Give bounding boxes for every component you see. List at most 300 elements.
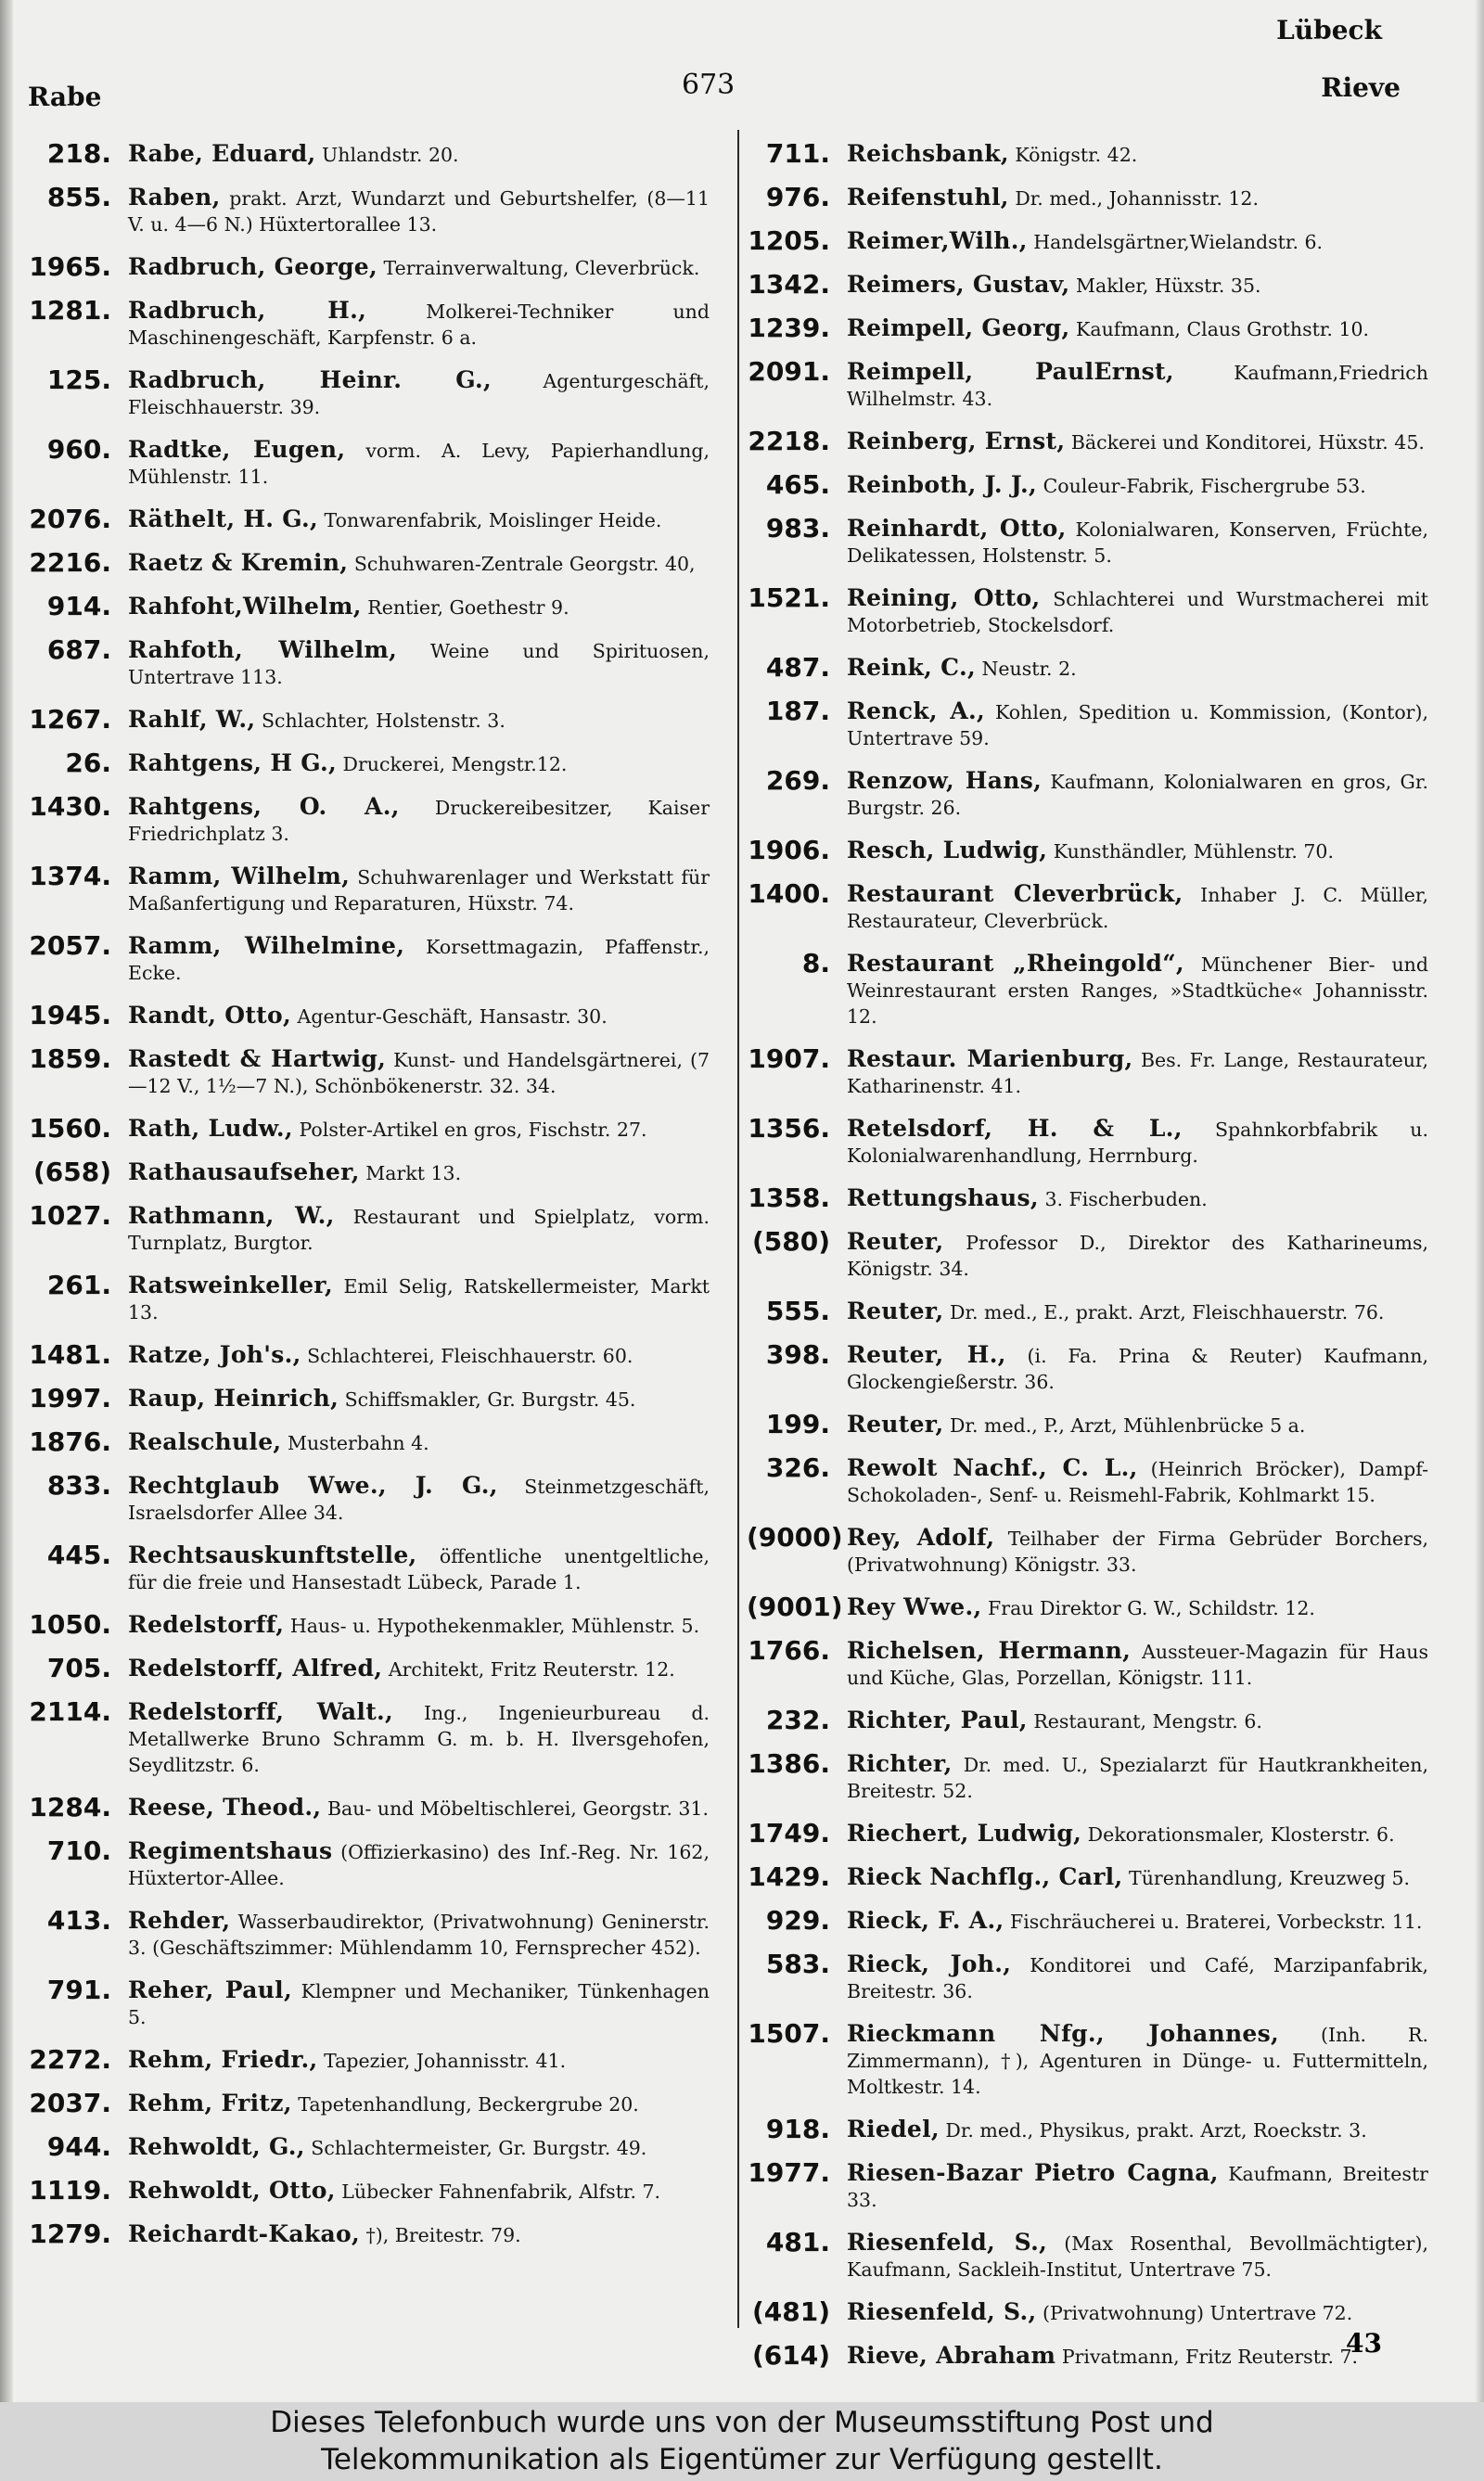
entry-name: Rieck, Joh., [847, 1950, 1012, 1977]
entry-name: Reinboth, J. J., [847, 471, 1038, 498]
entry-detail: Königstr. 42. [1008, 144, 1138, 166]
phone-number: 711. [765, 138, 830, 169]
entry-name: Ratsweinkeller, [128, 1272, 333, 1298]
phone-number: 487. [765, 652, 830, 683]
entry-detail: Dr. med., Physikus, prakt. Arzt, Roeckstr. 3. [939, 2119, 1367, 2142]
entry-text [128, 1972, 710, 2030]
phone-number: 232. [765, 1705, 830, 1735]
entry-detail: Steinmetzgeschäft, Israelsdorfer Allee 34. [128, 1476, 710, 1524]
header-city: Lübeck [1276, 15, 1382, 45]
entry-name: Rahlf, W., [128, 706, 256, 733]
entry-name: Rehder, [128, 1907, 231, 1934]
directory-entry [747, 135, 1428, 168]
entry-name: Rathausaufseher, [128, 1158, 360, 1185]
phone-number: 1481. [29, 1339, 111, 1370]
entry-text [128, 858, 710, 916]
directory-entry [747, 223, 1428, 255]
entry-text [128, 2172, 710, 2205]
entry-name: Reinberg, Ernst, [847, 428, 1066, 454]
phone-number: 1977. [748, 2157, 830, 2188]
entry-detail: Rentier, Goethestr 9. [361, 596, 569, 619]
entry-text [128, 2085, 710, 2117]
directory-entry [747, 2015, 1428, 2100]
entry-text [847, 1293, 1428, 1325]
entry-name: Rahtgens, O. A., [128, 793, 400, 820]
entry-text [847, 1180, 1428, 1212]
entry-text [128, 1267, 710, 1325]
entry-text [128, 927, 710, 986]
directory-entry [747, 1041, 1428, 1099]
phone-number: 2216. [29, 547, 111, 578]
phone-number: 2091. [748, 356, 830, 387]
entry-detail: Schlachterei, Fleischhauerstr. 60. [301, 1345, 633, 1367]
phone-number: 918. [765, 2114, 830, 2144]
entry-detail: Kunsthändler, Mühlenstr. 70. [1047, 840, 1334, 863]
entry-name: Rehwoldt, Otto, [128, 2177, 336, 2204]
directory-entry [747, 1589, 1428, 1621]
directory-entry [747, 2224, 1428, 2283]
entry-text [847, 135, 1428, 168]
phone-number: 1400. [748, 878, 830, 909]
directory-entry [747, 1746, 1428, 1804]
phone-number: (658) [32, 1157, 111, 1187]
entry-detail: Druckerei, Mengstr.12. [337, 753, 568, 775]
phone-number: 1358. [748, 1183, 830, 1213]
entry-name: Restaurant „Rheingold“, [847, 950, 1184, 977]
entry-name: Richter, Paul, [847, 1707, 1028, 1733]
phone-number: 1119. [29, 2175, 111, 2206]
directory-entry [28, 1606, 710, 1639]
directory-entry [747, 1180, 1428, 1212]
footer-line-1: Dieses Telefonbuch wurde uns von der Museumsstiftung Post und [270, 2406, 1214, 2439]
entry-detail: Spahnkorbfabrik u. Kolonialwarenhandlung, Herrnburg. [847, 1119, 1428, 1167]
entry-detail: Kolonialwaren, Konserven, Früchte, Delikatessen, Holstenstr. 5. [847, 518, 1428, 567]
phone-number: 960. [46, 434, 111, 465]
entry-text [128, 632, 710, 690]
entry-text [847, 832, 1428, 864]
directory-entry [28, 2041, 710, 2074]
phone-number: 687. [46, 634, 111, 665]
entry-name: Rathmann, W., [128, 1202, 335, 1229]
entry-text [847, 1946, 1428, 2004]
entry-name: Restaur. Marienburg, [847, 1045, 1133, 1072]
header-page-number: 673 [682, 69, 736, 101]
phone-number: 26. [65, 748, 111, 778]
directory-entry [28, 2216, 710, 2248]
phone-number: 2114. [29, 1696, 111, 1727]
directory-entry [28, 501, 710, 533]
directory-entry [28, 1467, 710, 1526]
directory-entry [28, 431, 710, 490]
entry-text [128, 292, 710, 351]
entry-text [847, 1746, 1428, 1804]
entry-name: Realschule, [128, 1428, 282, 1455]
entry-detail: Architekt, Fritz Reuterstr. 12. [382, 1658, 675, 1681]
phone-number: (9000) [747, 1522, 843, 1553]
phone-number: (580) [751, 1226, 830, 1257]
directory-entry [747, 1450, 1428, 1508]
entry-detail: Schlachter, Holstenstr. 3. [255, 710, 505, 732]
directory-entry [28, 2085, 710, 2117]
phone-number: 1281. [29, 295, 111, 326]
entry-text [847, 1702, 1428, 1734]
phone-number: 187. [765, 696, 830, 726]
phone-number: 1267. [29, 704, 111, 735]
entry-text [128, 2041, 710, 2074]
entry-name: Rey Wwe., [847, 1593, 982, 1620]
entry-name: Reuter, H., [847, 1341, 1006, 1368]
entry-detail: öffentliche unentgeltliche, für die freie und Hansestadt Lübeck, Parade 1. [128, 1545, 710, 1593]
entry-name: Rieve, Abraham [847, 2342, 1056, 2369]
entry-text [128, 788, 710, 847]
directory-entry [747, 649, 1428, 682]
entry-text [128, 745, 710, 777]
entry-detail: Lübecker Fahnenfabrik, Alfstr. 7. [335, 2180, 661, 2203]
entry-name: Rehm, Friedr., [128, 2046, 318, 2073]
entry-detail: Dr. med. U., Spezialarzt für Hautkrankheiten, Breitestr. 52. [847, 1754, 1428, 1802]
phone-number: 1356. [748, 1113, 830, 1144]
entry-text [847, 223, 1428, 255]
entry-text [847, 1632, 1428, 1691]
phone-number: 1279. [29, 2219, 111, 2249]
phone-number: 269. [765, 765, 830, 796]
phone-number: 710. [46, 1835, 111, 1866]
entry-text [847, 1519, 1428, 1578]
entry-text [128, 1650, 710, 1682]
entry-detail: †), Breitestr. 79. [359, 2224, 521, 2246]
directory-entry [747, 1110, 1428, 1169]
directory-entry [747, 310, 1428, 342]
directory-entry [28, 997, 710, 1029]
entry-name: Riechert, Ludwig, [847, 1820, 1082, 1847]
entry-name: Rieckmann Nfg., Johannes, [847, 2020, 1280, 2047]
entry-detail: Kaufmann, Kolonialwaren en gros, Gr. Burgstr. 26. [847, 771, 1428, 819]
entry-detail: (Privatwohnung) Untertrave 72. [1036, 2302, 1353, 2324]
directory-entry [28, 179, 710, 237]
entry-detail: Bau- und Möbeltischlerei, Georgstr. 31. [321, 1797, 709, 1820]
phone-number: 1374. [29, 861, 111, 891]
directory-entry [28, 1789, 710, 1822]
directory-entry [747, 2155, 1428, 2213]
phone-number: 481. [765, 2227, 830, 2257]
entry-text [128, 2129, 710, 2161]
directory-entry [747, 423, 1428, 455]
entry-name: Reuter, [847, 1411, 944, 1438]
entry-name: Reimer,Wilh., [847, 227, 1028, 254]
entry-detail: Terrainverwaltung, Cleverbrück. [377, 257, 700, 279]
phone-number: 1239. [748, 313, 830, 343]
entry-text [847, 1450, 1428, 1508]
entry-text [128, 1694, 710, 1778]
directory-entry [28, 544, 710, 577]
directory-entry [747, 693, 1428, 751]
directory-entry [28, 1650, 710, 1682]
directory-entry [28, 858, 710, 916]
entry-detail: Kunst- und Handelsgärtnerei, (7—12 V., 1½—7 N.), Schönbökenerstr. 32. 34. [128, 1049, 710, 1097]
phone-number: 2037. [29, 2088, 111, 2118]
directory-entry [28, 632, 710, 690]
entry-text [847, 1902, 1428, 1935]
phone-number: 1386. [748, 1748, 830, 1779]
phone-number: 1284. [29, 1792, 111, 1822]
directory-entry [747, 2111, 1428, 2143]
footer-notice [0, 2402, 1484, 2481]
entry-detail: 3. Fischerbuden. [1038, 1188, 1208, 1210]
phone-number: 1430. [29, 791, 111, 822]
entry-text [847, 876, 1428, 934]
phone-number: 944. [46, 2131, 111, 2162]
entry-text [847, 580, 1428, 638]
directory-entry [747, 1902, 1428, 1935]
entry-text [128, 1424, 710, 1456]
entry-text [128, 1110, 710, 1143]
entry-detail: Korsettmagazin, Pfaffenstr., Ecke. [128, 936, 710, 984]
entry-name: Redelstorff, Alfred, [128, 1655, 383, 1682]
entry-name: Riedel, [847, 2116, 940, 2142]
entry-text [847, 1815, 1428, 1848]
entry-text [128, 1833, 710, 1891]
entry-detail: Agenturgeschäft, Fleischhauerstr. 39. [128, 370, 710, 418]
entry-detail: Privatmann, Fritz Reuterstr. 7. [1055, 2346, 1359, 2368]
phone-number: (614) [751, 2340, 830, 2371]
phone-number: 1859. [29, 1043, 111, 1074]
entry-name: Raben, [128, 184, 221, 211]
entry-text [847, 353, 1428, 412]
entry-detail: Dekorationsmaler, Klosterstr. 6. [1081, 1823, 1395, 1846]
phone-number: 218. [46, 138, 111, 169]
entry-detail: Bäckerei und Konditorei, Hüxstr. 45. [1065, 431, 1425, 454]
entry-name: Reichsbank, [847, 140, 1009, 167]
directory-entry [747, 1815, 1428, 1848]
directory-entry [747, 2337, 1428, 2370]
entry-detail: Agentur-Geschäft, Hansastr. 30. [291, 1005, 608, 1028]
entry-name: Reichardt-Kakao, [128, 2220, 360, 2247]
phone-number: 2272. [29, 2044, 111, 2075]
directory-entry [28, 701, 710, 734]
phone-number: 413. [46, 1905, 111, 1936]
entry-detail: Musterbahn 4. [281, 1432, 429, 1454]
entry-name: Rehwoldt, G., [128, 2133, 305, 2160]
entry-detail: Türenhandlung, Kreuzweg 5. [1122, 1867, 1411, 1889]
entry-detail: Ing., Ingenieurbureau d. Metallwerke Bruno Schramm G. m. b. H. Ilversgehofen, Seydlitzstr. 6. [128, 1702, 710, 1776]
directory-entry [747, 467, 1428, 499]
entry-text [128, 1537, 710, 1595]
entry-detail: Makler, Hüxstr. 35. [1069, 275, 1261, 297]
entry-detail: Couleur-Fabrik, Fischergrube 53. [1037, 475, 1366, 497]
directory-entry [747, 2294, 1428, 2326]
directory-entry [747, 510, 1428, 569]
entry-detail: Dr. med., P., Arzt, Mühlenbrücke 5 a. [943, 1414, 1306, 1437]
phone-number: 1997. [29, 1383, 111, 1413]
directory-entry [28, 1267, 710, 1325]
entry-name: Reher, Paul, [128, 1976, 292, 2003]
entry-text [128, 1789, 710, 1822]
right-column [747, 135, 1428, 2381]
phone-number: 2218. [748, 426, 830, 456]
directory-entry [747, 945, 1428, 1029]
entry-text [847, 310, 1428, 342]
entry-name: Rahtgens, H G., [128, 749, 338, 776]
phone-number: 199. [765, 1409, 830, 1439]
entry-detail: Schlachtermeister, Gr. Burgstr. 49. [304, 2137, 647, 2159]
phone-number: 555. [765, 1296, 830, 1326]
entry-name: Renzow, Hans, [847, 767, 1043, 794]
directory-entry [747, 876, 1428, 934]
entry-text [128, 1902, 710, 1961]
entry-text [128, 1336, 710, 1369]
entry-detail: Schlachterei und Wurstmacherei mit Motorbetrieb, Stockelsdorf. [847, 588, 1428, 636]
phone-number: 583. [765, 1949, 830, 1979]
entry-text [128, 1154, 710, 1186]
entry-name: Regimentshaus [128, 1837, 333, 1864]
directory-entry [28, 2129, 710, 2161]
entry-detail: (i. Fa. Prina & Reuter) Kaufmann, Glockengießerstr. 36. [847, 1345, 1428, 1393]
entry-name: Radbruch, H., [128, 297, 367, 324]
directory-entry [28, 1336, 710, 1369]
entry-detail: vorm. A. Levy, Papierhandlung, Mühlenstr. 11. [128, 440, 710, 488]
phone-number: 976. [765, 182, 830, 212]
directory-entry [28, 1380, 710, 1413]
phone-number: 929. [765, 1905, 830, 1936]
entry-name: Rabe, Eduard, [128, 140, 316, 167]
entry-name: Reink, C., [847, 654, 976, 681]
entry-detail: Molkerei-Techniker und Maschinengeschäft, Karpfenstr. 6 a. [128, 301, 710, 349]
entry-detail: (Offizierkasino) des Inf.-Reg. Nr. 162, Hüxtertor-Allee. [128, 1841, 710, 1889]
left-column [28, 135, 710, 2259]
entry-name: Rey, Adolf, [847, 1524, 995, 1551]
directory-entry [28, 927, 710, 986]
header-left-keyword: Rabe [28, 82, 102, 112]
directory-entry [28, 1197, 710, 1256]
entry-text [847, 1859, 1428, 1891]
entry-text [128, 997, 710, 1029]
entry-text [847, 1406, 1428, 1439]
entry-name: Reimpell, PaulErnst, [847, 358, 1174, 385]
entry-detail: Professor D., Direktor des Katharineums, Königstr. 34. [847, 1232, 1428, 1280]
directory-entry [28, 249, 710, 281]
entry-detail: Wasserbaudirektor, (Privatwohnung) Geninerstr. 3. (Geschäftszimmer: Mühlendamm 10, Fernsprecher 452). [128, 1911, 710, 1959]
entry-detail: Uhlandstr. 20. [315, 144, 459, 166]
entry-detail: Kaufmann,Friedrich Wilhelmstr. 43. [847, 362, 1428, 410]
entry-text [847, 1336, 1428, 1395]
directory-entry [28, 1902, 710, 1961]
entry-text [128, 362, 710, 420]
entry-name: Reuter, [847, 1228, 944, 1255]
directory-entry [28, 1833, 710, 1891]
entry-text [847, 945, 1428, 1029]
entry-name: Riesen-Bazar Pietro Cagna, [847, 2159, 1219, 2186]
entry-name: Reinhardt, Otto, [847, 515, 1067, 542]
entry-text [128, 135, 710, 168]
entry-text [847, 1589, 1428, 1621]
directory-entry [28, 788, 710, 847]
entry-detail: Schuhwaren-Zentrale Georgstr. 40, [348, 553, 696, 575]
entry-detail: Kohlen, Spedition u. Kommission, (Kontor), Untertrave 59. [847, 701, 1428, 749]
entry-text [847, 2224, 1428, 2283]
entry-name: Redelstorff, Walt., [128, 1698, 394, 1725]
phone-number: 1342. [748, 269, 830, 300]
directory-entry [28, 1154, 710, 1186]
phone-number: 705. [46, 1653, 111, 1683]
entry-name: Rieck, F. A., [847, 1907, 1004, 1934]
entry-name: Reimers, Gustav, [847, 271, 1070, 298]
entry-detail: Schiffsmakler, Gr. Burgstr. 45. [339, 1388, 636, 1411]
phone-number: 1876. [29, 1426, 111, 1457]
entry-name: Rechtglaub Wwe., J. G., [128, 1472, 498, 1499]
entry-detail: Aussteuer-Magazin für Haus und Küche, Glas, Porzellan, Königstr. 111. [847, 1641, 1428, 1689]
entry-text [847, 2015, 1428, 2100]
entry-text [847, 179, 1428, 211]
entry-text [847, 2294, 1428, 2326]
directory-entry [28, 135, 710, 168]
entry-detail: Tonwarenfabrik, Moislinger Heide. [318, 509, 662, 531]
entry-text [128, 501, 710, 533]
entry-text [847, 762, 1428, 821]
entry-detail: (Inh. R. Zimmermann), †), Agenturen in Dünge- u. Futtermitteln, Moltkestr. 14. [847, 2024, 1428, 2098]
phone-number: 2057. [29, 930, 111, 961]
directory-entry [28, 1041, 710, 1099]
directory-entry [747, 353, 1428, 412]
entry-detail: Neustr. 2. [975, 658, 1077, 680]
entry-text [847, 2337, 1428, 2370]
entry-text [847, 2111, 1428, 2143]
entry-name: Reuter, [847, 1298, 944, 1324]
entry-text [128, 249, 710, 281]
sheet-number: 43 [1346, 2328, 1382, 2359]
entry-name: Retelsdorf, H. & L., [847, 1115, 1183, 1142]
entry-detail: Handelsgärtner,Wielandstr. 6. [1027, 231, 1324, 253]
phone-number: 983. [765, 513, 830, 544]
phone-number: 914. [46, 591, 111, 621]
directory-entry [28, 588, 710, 620]
phone-number: 1965. [29, 251, 111, 282]
entry-detail: Kaufmann, Breitestr 33. [847, 2163, 1428, 2211]
phone-number: 1560. [29, 1113, 111, 1144]
entry-name: Ramm, Wilhelmine, [128, 932, 405, 959]
entry-text [847, 266, 1428, 299]
phone-number: 326. [765, 1452, 830, 1483]
entry-text [847, 467, 1428, 499]
entry-name: Rewolt Nachf., C. L., [847, 1454, 1138, 1481]
entry-text [847, 423, 1428, 455]
directory-entry [747, 1336, 1428, 1395]
directory-entry [747, 1406, 1428, 1439]
header-right-keyword: Rieve [1321, 72, 1401, 103]
entry-detail: (Heinrich Bröcker), Dampf-Schokoladen-, Senf- u. Reismehl-Fabrik, Kohlmarkt 15. [847, 1458, 1428, 1506]
directory-entry [28, 1694, 710, 1778]
phone-number: (9001) [747, 1592, 843, 1622]
entry-detail: prakt. Arzt, Wundarzt und Geburtshelfer, (8—11 V. u. 4—6 N.) Hüxtertorallee 13. [128, 187, 710, 236]
entry-text [847, 1223, 1428, 1282]
entry-name: Rath, Ludw., [128, 1115, 293, 1142]
entry-detail: Markt 13. [359, 1162, 462, 1184]
entry-text [847, 693, 1428, 751]
entry-text [128, 179, 710, 237]
entry-name: Rieck Nachflg., Carl, [847, 1863, 1123, 1890]
directory-entry [747, 1702, 1428, 1734]
entry-name: Reining, Otto, [847, 584, 1041, 611]
entry-name: Rastedt & Hartwig, [128, 1045, 387, 1072]
entry-detail: Tapezier, Johannisstr. 41. [317, 2050, 567, 2072]
entry-detail: (Max Rosenthal, Bevollmächtigter), Kaufmann, Sackleih-Institut, Untertrave 75. [847, 2232, 1428, 2281]
entry-detail: Teilhaber der Firma Gebrüder Borchers, (Privatwohnung) Königstr. 33. [847, 1528, 1429, 1576]
entry-name: Resch, Ludwig, [847, 837, 1048, 863]
directory-entry [747, 266, 1428, 299]
phone-number: 1429. [748, 1861, 830, 1892]
entry-text [128, 1041, 710, 1099]
phone-number: 791. [46, 1975, 111, 2005]
phone-number: 125. [46, 364, 111, 395]
